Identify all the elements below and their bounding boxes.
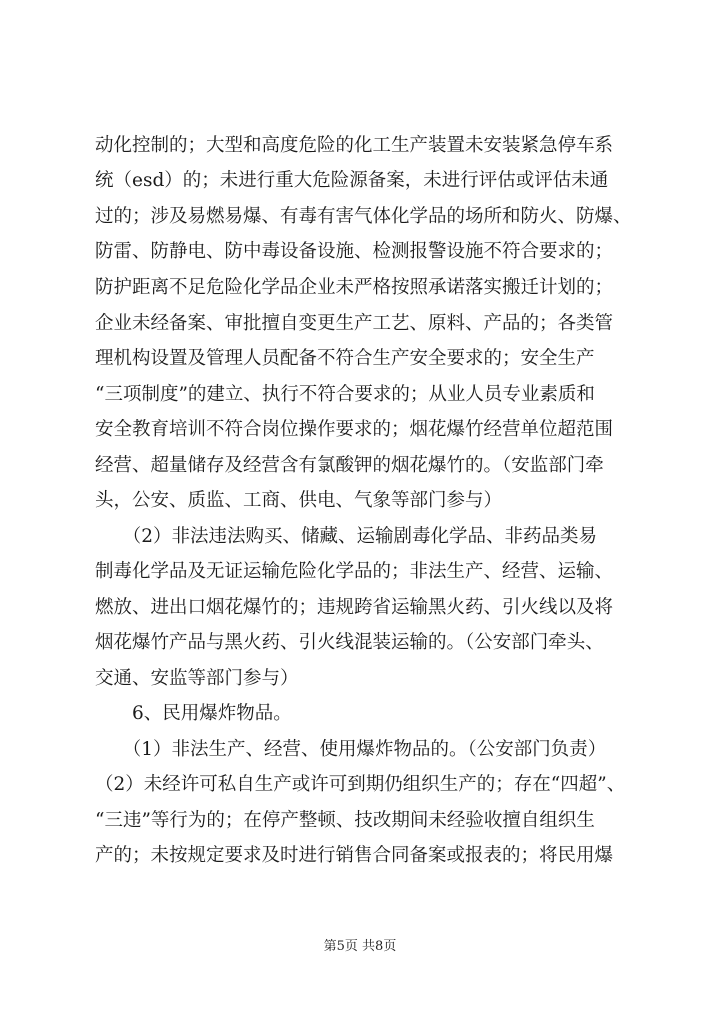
body-text-line: 产的；未按规定要求及时进行销售合同备案或报表的；将民用爆 [95,845,614,866]
body-text-line: 防护距离不足危险化学品企业未严格按照承诺落实搬迁计划的； [95,277,614,298]
body-text-line: 安全教育培训不符合岗位操作要求的；烟花爆竹经营单位超范围 [95,419,614,440]
body-text-line: “三项制度”的建立、执行不符合要求的；从业人员专业素质和 [95,384,595,405]
body-text-line: 防雷、防静电、防中毒设备设施、检测报警设施不符合要求的； [95,241,614,262]
body-text-line: 烟花爆竹产品与黑火药、引火线混装运输的。（公安部门牵头、 [95,632,604,653]
body-text-line: （1）非法生产、经营、使用爆炸物品的。（公安部门负责） [95,739,607,760]
body-text-line: （2）非法违法购买、储藏、运输剧毒化学品、非药品类易 [95,526,598,547]
body-text-line: 头，公安、质监、工商、供电、气象等部门参与） [95,490,503,511]
body-text-line: 过的；涉及易燃易爆、有毒有害气体化学品的场所和防火、防爆、 [95,206,632,227]
body-text-line: 燃放、进出口烟花爆竹的；违规跨省运输黑火药、引火线以及将 [95,597,614,618]
body-text-line: 经营、超量储存及经营含有氯酸钾的烟花爆竹的。（安监部门牵 [95,455,604,476]
body-text-line: 动化控制的；大型和高度危险的化工生产装置未安装紧急停车系 [95,135,614,156]
page-number: 第5页 共8页 [323,939,397,954]
body-text-line: 企业未经备案、审批擅自变更生产工艺、原料、产品的；各类管 [95,313,614,334]
body-text-line: （2）未经许可私自生产或许可到期仍组织生产的；存在“四超”、 [95,774,626,795]
body-text-line: 理机构设置及管理人员配备不符合生产安全要求的；安全生产 [95,348,595,369]
body-text-line: 制毒化学品及无证运输危险化学品的；非法生产、经营、运输、 [95,561,614,582]
section-heading: 6、民用爆炸物品。 [95,703,292,724]
body-text-line: 统（esd）的；未进行重大危险源备案，未进行评估或评估未通 [95,170,609,191]
body-text-line: 交通、安监等部门参与） [95,668,299,689]
body-text-line: “三违”等行为的；在停产整顿、技改期间未经验收擅自组织生 [95,810,595,831]
